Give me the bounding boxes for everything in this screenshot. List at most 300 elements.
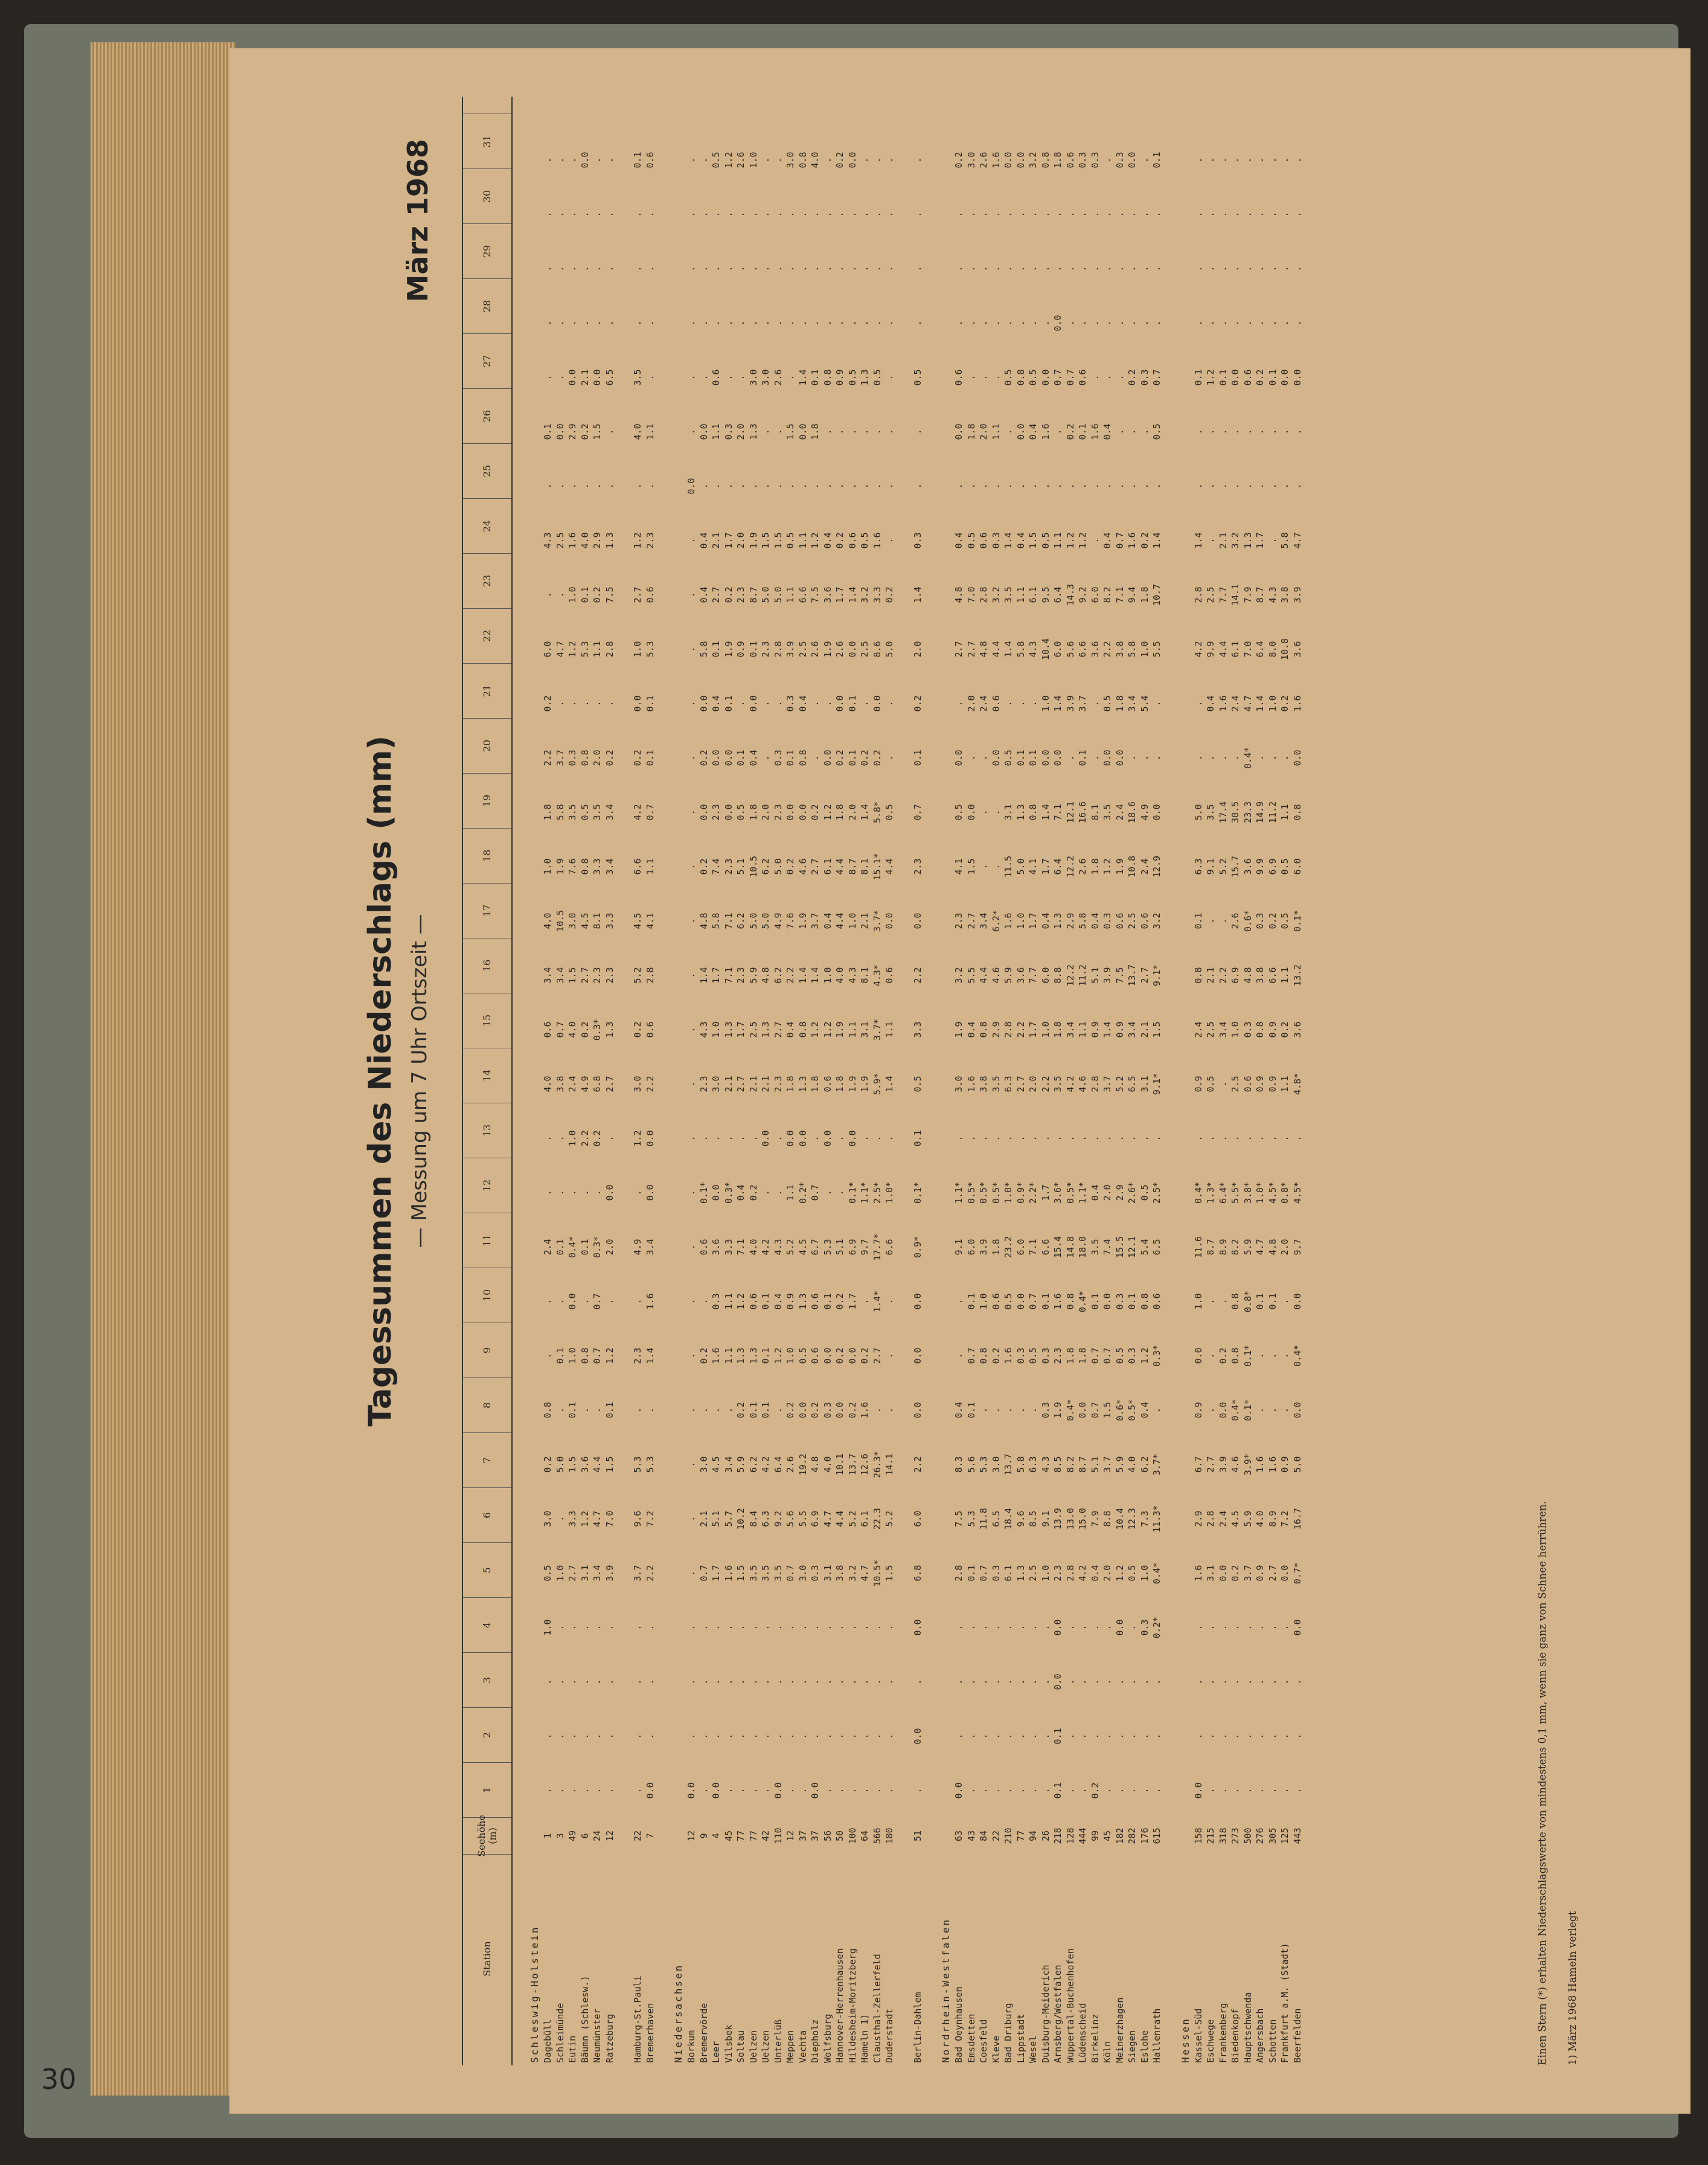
precip-value: 0.6	[644, 1021, 656, 1038]
precip-value: .	[632, 1625, 643, 1631]
precip-value: 1.5	[567, 1456, 578, 1473]
precip-value: 8.6	[871, 641, 883, 658]
precip-value: 0.2	[1279, 1021, 1290, 1038]
precip-value: 9.6	[632, 1510, 643, 1527]
precip-value: .	[1205, 1788, 1216, 1794]
precip-value: 3.0	[953, 1076, 964, 1092]
precip-value: 5.8*	[871, 801, 883, 824]
precip-value: 2.2	[1217, 967, 1229, 984]
group-gap	[1163, 97, 1179, 2065]
station-elevation: 3	[554, 1833, 566, 1839]
precip-value: .	[1040, 1625, 1051, 1631]
precip-value: 0.2	[810, 804, 820, 821]
precip-value: 9.1	[1040, 1510, 1051, 1527]
precip-value: 3.0	[797, 1565, 808, 1582]
precip-value: .	[953, 1298, 964, 1304]
precip-value: .	[859, 1679, 870, 1685]
precip-value: 2.3	[711, 804, 721, 821]
precip-value: 0.5	[912, 369, 923, 386]
precip-value: .	[785, 1733, 796, 1739]
precip-value: 2.2	[644, 1076, 656, 1092]
precip-value: .	[644, 483, 656, 489]
precip-value: 3.9	[785, 641, 796, 658]
precip-value: 0.1	[554, 1347, 566, 1364]
precip-value: .	[1205, 320, 1216, 326]
precip-value: .	[579, 1788, 590, 1794]
table-row	[542, 97, 554, 2065]
precip-value: 2.2	[1102, 641, 1113, 658]
precip-value: 0.6	[542, 1021, 553, 1038]
precip-value: 2.8	[1064, 1565, 1076, 1582]
precip-value: .	[1052, 429, 1063, 435]
station-name: Bremervörde	[698, 2003, 709, 2063]
precip-value: .	[1139, 211, 1150, 217]
precip-value: .	[542, 320, 553, 326]
precip-value: 1.0*	[1003, 1181, 1014, 1204]
precip-value: 13.7	[1127, 964, 1137, 987]
precip-value: 18.6	[1127, 801, 1137, 824]
precip-value: .	[1279, 1298, 1290, 1304]
precip-value: 0.4*	[1291, 1344, 1303, 1367]
station-name: Frankfurt a.M. (Stadt)	[1279, 1943, 1290, 2063]
table-row	[809, 97, 822, 2065]
precip-value: 1.8	[990, 1239, 1002, 1256]
precip-value: 2.5	[554, 532, 566, 549]
station-elevation: 9	[698, 1833, 709, 1839]
precip-value: .	[686, 1407, 697, 1413]
precip-value: .	[686, 918, 697, 924]
table-row	[797, 97, 810, 2065]
station-name: Schleimünde	[554, 2003, 566, 2063]
precip-value: 0.9*	[1015, 1181, 1026, 1204]
precip-value: .	[1077, 1135, 1088, 1141]
precip-value: 0.5	[1040, 532, 1051, 549]
precip-value: .	[686, 266, 697, 272]
header-day: 14	[463, 1048, 511, 1103]
precip-value: 6.9	[846, 1239, 858, 1256]
station-name: Lüdenscheid	[1077, 2003, 1088, 2063]
header-day: 30	[463, 168, 511, 223]
precip-value: .	[1279, 1679, 1290, 1685]
precip-value: .	[723, 1625, 734, 1631]
precip-value: .	[1089, 483, 1101, 489]
precip-value: 1.2	[632, 1130, 643, 1147]
precip-value: 1.2	[1064, 532, 1076, 549]
precip-value: .	[1114, 211, 1125, 217]
table-row	[1052, 97, 1064, 2065]
precip-value: 3.7*	[871, 909, 883, 932]
precip-value: 1.9	[554, 858, 566, 875]
precip-value: 5.3	[632, 1456, 643, 1473]
precip-value: 0.2	[579, 423, 590, 440]
precip-value: 7.1	[1114, 586, 1125, 603]
precip-value: 2.3	[772, 1076, 784, 1092]
precip-value: .	[760, 157, 771, 163]
precip-value: 2.1	[579, 369, 590, 386]
precip-value: 0.0	[1192, 1782, 1204, 1799]
precip-value: .	[1267, 1733, 1278, 1739]
header-day: 21	[463, 663, 511, 718]
precip-value: 3.9	[1291, 586, 1303, 603]
precip-value: 0.4	[965, 1021, 977, 1038]
precip-value: .	[1192, 1679, 1204, 1685]
precip-value: 6.6	[1267, 967, 1278, 984]
precip-value: .	[1151, 266, 1162, 272]
precip-value: .	[579, 1407, 590, 1413]
precip-value: 1.0	[1230, 1021, 1241, 1038]
precip-value: 0.0	[1077, 1402, 1088, 1419]
precip-value: 3.6	[711, 1239, 721, 1256]
precip-value: 2.1	[1217, 532, 1229, 549]
precip-value: 5.2	[884, 1510, 895, 1527]
precip-value: 1.7	[711, 967, 721, 984]
precip-value: .	[1127, 755, 1137, 761]
precip-value: 4.4	[834, 913, 845, 929]
precip-value: 1.1*	[953, 1181, 964, 1204]
precip-value: 2.6	[735, 152, 746, 168]
precip-value: 3.5	[772, 1565, 784, 1582]
precip-value: .	[884, 1407, 895, 1413]
precip-value: 0.4	[735, 1184, 746, 1201]
table-row	[846, 97, 859, 2065]
station-elevation: 566	[871, 1827, 883, 1844]
precip-value: 5.2	[846, 1510, 858, 1527]
precip-value: .	[884, 266, 895, 272]
header-day: 4	[463, 1597, 511, 1652]
precip-value: 5.8	[554, 804, 566, 821]
precip-value: .	[1267, 429, 1278, 435]
precip-value: 0.7	[644, 804, 656, 821]
precip-value: 2.4	[1217, 1510, 1229, 1527]
precip-value: 0.9	[1192, 1402, 1204, 1419]
precip-value: .	[567, 1625, 578, 1631]
precip-value: 1.7	[1040, 858, 1051, 875]
precip-value: .	[1064, 1625, 1076, 1631]
precip-value: .	[1151, 755, 1162, 761]
precip-value: 4.8	[1267, 1239, 1278, 1256]
precip-value: .	[1217, 1733, 1229, 1739]
precip-value: 2.2*	[1028, 1181, 1038, 1204]
precip-value: 0.2	[592, 586, 603, 603]
precip-value: .	[1139, 1679, 1150, 1685]
precip-value: 0.2	[1255, 369, 1265, 386]
precip-value: 15.5	[1114, 1236, 1125, 1259]
precip-value: .	[747, 1733, 759, 1739]
precip-value: 0.0	[1015, 1293, 1026, 1310]
precip-value: .	[1255, 1679, 1265, 1685]
precip-value: 0.0	[990, 749, 1002, 766]
station-elevation: 51	[912, 1830, 923, 1842]
precip-value: 0.1	[711, 641, 721, 658]
table-body	[513, 97, 1303, 2065]
precip-value: 0.7	[1089, 1402, 1101, 1419]
precip-value: 0.3	[785, 695, 796, 712]
precip-value: .	[1139, 1135, 1150, 1141]
precip-value: 3.7	[554, 749, 566, 766]
precip-value: .	[1242, 1679, 1253, 1685]
precip-value: 4.3	[542, 532, 553, 549]
precip-value: .	[1242, 320, 1253, 326]
precip-value: 0.5	[797, 1347, 808, 1364]
precip-value: .	[579, 1298, 590, 1304]
precip-value: .	[632, 266, 643, 272]
precip-value: 0.1	[965, 1565, 977, 1582]
precip-value: .	[1028, 266, 1038, 272]
precip-value: 3.4	[723, 1456, 734, 1473]
precip-value: .	[1230, 755, 1241, 761]
precip-value: 1.6	[1217, 695, 1229, 712]
precip-value: 7.5	[953, 1510, 964, 1527]
precip-value: .	[1015, 1135, 1026, 1141]
precip-value: 0.0	[953, 423, 964, 440]
precip-value: .	[1064, 1135, 1076, 1141]
table-row	[912, 97, 924, 2065]
precip-value: .	[542, 1190, 553, 1196]
precip-value: 4.0	[567, 1021, 578, 1038]
precip-value: .	[810, 1625, 820, 1631]
precip-value: .	[810, 1733, 820, 1739]
precip-value: 0.0	[871, 695, 883, 712]
precip-value: 2.9	[567, 423, 578, 440]
precip-value: 1.9	[953, 1021, 964, 1038]
precip-value: 0.6	[846, 532, 858, 549]
precip-value: 0.0	[1040, 749, 1051, 766]
precip-value: 1.0	[1139, 1565, 1150, 1582]
precip-value: 0.7	[785, 1565, 796, 1582]
station-name: Borkum	[686, 2030, 697, 2063]
precip-value: 8.9	[1217, 1239, 1229, 1256]
precip-value: 4.0	[632, 423, 643, 440]
precip-value: 0.5	[1205, 1076, 1216, 1092]
precip-value: .	[686, 1570, 697, 1576]
precip-value: .	[698, 374, 709, 380]
precip-value: 11.2	[1267, 801, 1278, 824]
precip-value: .	[686, 320, 697, 326]
precip-value: .	[542, 374, 553, 380]
precip-value: 2.4	[1230, 695, 1241, 712]
precip-value: 4.0	[579, 532, 590, 549]
precip-value: 9.4	[1127, 586, 1137, 603]
precip-value: 1.6	[1255, 1456, 1265, 1473]
precip-value: 3.4	[1217, 1021, 1229, 1038]
precip-value: 10.8	[1127, 855, 1137, 878]
precip-value: 5.0	[884, 641, 895, 658]
precip-value: 6.9	[810, 1510, 820, 1527]
station-name: Kleve	[990, 2035, 1002, 2063]
precip-value: .	[871, 320, 883, 326]
precip-value: .	[884, 755, 895, 761]
precip-value: 7.1	[1028, 1239, 1038, 1256]
precip-value: .	[884, 1733, 895, 1739]
precip-value: 6.3	[760, 1510, 771, 1527]
precip-value: 0.3	[1077, 152, 1088, 168]
precip-value: .	[1139, 266, 1150, 272]
precip-value: .	[1279, 429, 1290, 435]
precip-value: 1.0	[567, 1130, 578, 1147]
precip-value: 0.1	[567, 1402, 578, 1419]
precip-value: 0.0	[1192, 1347, 1204, 1364]
precip-value: .	[747, 1625, 759, 1631]
precip-value: .	[772, 701, 784, 707]
precip-value: 9.5	[1040, 586, 1051, 603]
station-elevation: 273	[1230, 1827, 1241, 1844]
precip-value: 4.0	[822, 1456, 833, 1473]
precip-value: 11.5	[1003, 855, 1014, 878]
precip-value: 10.7	[1151, 583, 1162, 606]
precip-value: 0.9	[1255, 1076, 1265, 1092]
precip-value: .	[554, 157, 566, 163]
precip-value: .	[1114, 320, 1125, 326]
precip-value: 3.6	[1291, 1021, 1303, 1038]
precip-value: .	[912, 483, 923, 489]
table-row	[760, 97, 772, 2065]
precip-value: .	[554, 701, 566, 707]
precip-value: 4.7	[1242, 695, 1253, 712]
precip-value: 2.8	[644, 967, 656, 984]
precip-value: 0.1	[1151, 152, 1162, 168]
precip-value: 2.3	[772, 804, 784, 821]
precip-value: 0.4	[1205, 695, 1216, 712]
precip-value: 0.7	[965, 1347, 977, 1364]
precip-value: 0.5	[1003, 369, 1014, 386]
precip-value: .	[1089, 1625, 1101, 1631]
precip-value: 7.6	[785, 913, 796, 929]
precip-value: 1.1*	[1077, 1181, 1088, 1204]
precip-value: .	[686, 1298, 697, 1304]
precip-value: .	[1151, 211, 1162, 217]
station-elevation: 42	[760, 1830, 771, 1842]
precip-value: 2.5*	[1151, 1181, 1162, 1204]
precip-value: .	[1015, 211, 1026, 217]
precip-value: 13.7	[1003, 1453, 1014, 1476]
precip-value: .	[1205, 1407, 1216, 1413]
precip-value: .	[912, 1679, 923, 1685]
precip-value: 4.6	[990, 967, 1002, 984]
precip-value: .	[810, 483, 820, 489]
precip-value: 1.8	[1089, 858, 1101, 875]
precip-value: 11.2	[1077, 964, 1088, 987]
precip-value: .	[592, 157, 603, 163]
precip-value: 6.4	[1255, 641, 1265, 658]
header-day: 20	[463, 718, 511, 773]
precip-value: .	[1077, 1625, 1088, 1631]
precip-value: .	[711, 266, 721, 272]
month-label: März 1968	[401, 139, 434, 303]
group-heading: Hessen	[1179, 2017, 1191, 2063]
precip-value: 1.1	[785, 586, 796, 603]
precip-value: .	[567, 483, 578, 489]
precip-value: 1.3	[604, 532, 615, 549]
precip-value: 2.7	[604, 1076, 615, 1092]
precip-value: 0.1	[846, 749, 858, 766]
precip-value: .	[978, 320, 989, 326]
precip-value: 0.8	[797, 152, 808, 168]
precip-value: 0.6	[1151, 1293, 1162, 1310]
precip-value: 2.8	[953, 1565, 964, 1582]
precip-value: 2.2	[1015, 1021, 1026, 1038]
precip-value: 1.4	[1003, 532, 1014, 549]
precip-value: 0.2	[592, 1130, 603, 1147]
precip-value: 0.0	[797, 1130, 808, 1147]
precip-value: .	[1064, 755, 1076, 761]
precip-value: .	[965, 1625, 977, 1631]
precip-value: .	[686, 646, 697, 652]
precip-value: .	[859, 1733, 870, 1739]
station-name: Ratzeburg	[604, 2013, 615, 2063]
station-name: Dagebüll	[542, 2019, 553, 2063]
precip-value: 1.4	[859, 804, 870, 821]
precip-value: 2.5	[1028, 1565, 1038, 1582]
precip-value: .	[772, 1190, 784, 1196]
header-day: 28	[463, 278, 511, 333]
precip-value: .	[644, 211, 656, 217]
precip-value: 0.2	[990, 1347, 1002, 1364]
station-name: Coesfeld	[978, 2019, 989, 2063]
precip-value: .	[1230, 483, 1241, 489]
precip-value: .	[686, 1353, 697, 1359]
precip-value: 7.2	[1279, 1510, 1290, 1527]
station-elevation: 210	[1003, 1827, 1014, 1844]
precip-value: 3.3	[604, 913, 615, 929]
precip-value: .	[1291, 266, 1303, 272]
precip-value: .	[1114, 429, 1125, 435]
precip-value: 0.2	[834, 1347, 845, 1364]
precip-value: 1.2	[822, 1021, 833, 1038]
precip-value: .	[785, 1788, 796, 1794]
precip-value: 8.5	[1052, 1456, 1063, 1473]
precip-value: .	[978, 809, 989, 815]
precip-value: 0.0	[1291, 749, 1303, 766]
precip-value: 1.2	[1102, 858, 1113, 875]
precip-value: .	[644, 1407, 656, 1413]
precip-value: 0.8	[1064, 1293, 1076, 1310]
precip-value: .	[1151, 1733, 1162, 1739]
precip-value: 0.6	[810, 1347, 820, 1364]
precip-value: .	[1255, 266, 1265, 272]
precip-value: .	[965, 211, 977, 217]
precip-value: 0.7	[1052, 369, 1063, 386]
precip-value: 2.5	[797, 641, 808, 658]
precip-value: 0.4*	[1151, 1562, 1162, 1585]
precip-value: 6.3	[1003, 1076, 1014, 1092]
precip-value: .	[822, 320, 833, 326]
precip-value: .	[953, 1135, 964, 1141]
table-row	[977, 97, 990, 2065]
precip-value: 2.3	[723, 858, 734, 875]
precip-value: 0.3	[1114, 152, 1125, 168]
precip-value: 0.4	[698, 586, 709, 603]
precip-value: .	[632, 320, 643, 326]
precip-value: .	[1291, 1135, 1303, 1141]
precip-value: 2.1	[859, 913, 870, 929]
precip-value: .	[604, 1135, 615, 1141]
station-name: Neumünster	[592, 2008, 603, 2063]
precip-value: .	[554, 1298, 566, 1304]
table-row	[685, 97, 698, 2065]
precip-value: 0.7	[592, 1293, 603, 1310]
precip-value: 0.0	[1040, 369, 1051, 386]
station-name: Leer	[711, 2041, 721, 2063]
precip-value: 1.9	[723, 641, 734, 658]
precip-value: 0.8	[1255, 1021, 1265, 1038]
precip-value: 5.4	[1139, 695, 1150, 712]
precip-value: 6.6	[1077, 641, 1088, 658]
precip-value: 0.3	[1114, 1293, 1125, 1310]
precip-value: 2.3	[1052, 1347, 1063, 1364]
header-day: 13	[463, 1103, 511, 1158]
precip-value: 0.0	[1015, 423, 1026, 440]
precip-value: 3.5	[567, 804, 578, 821]
